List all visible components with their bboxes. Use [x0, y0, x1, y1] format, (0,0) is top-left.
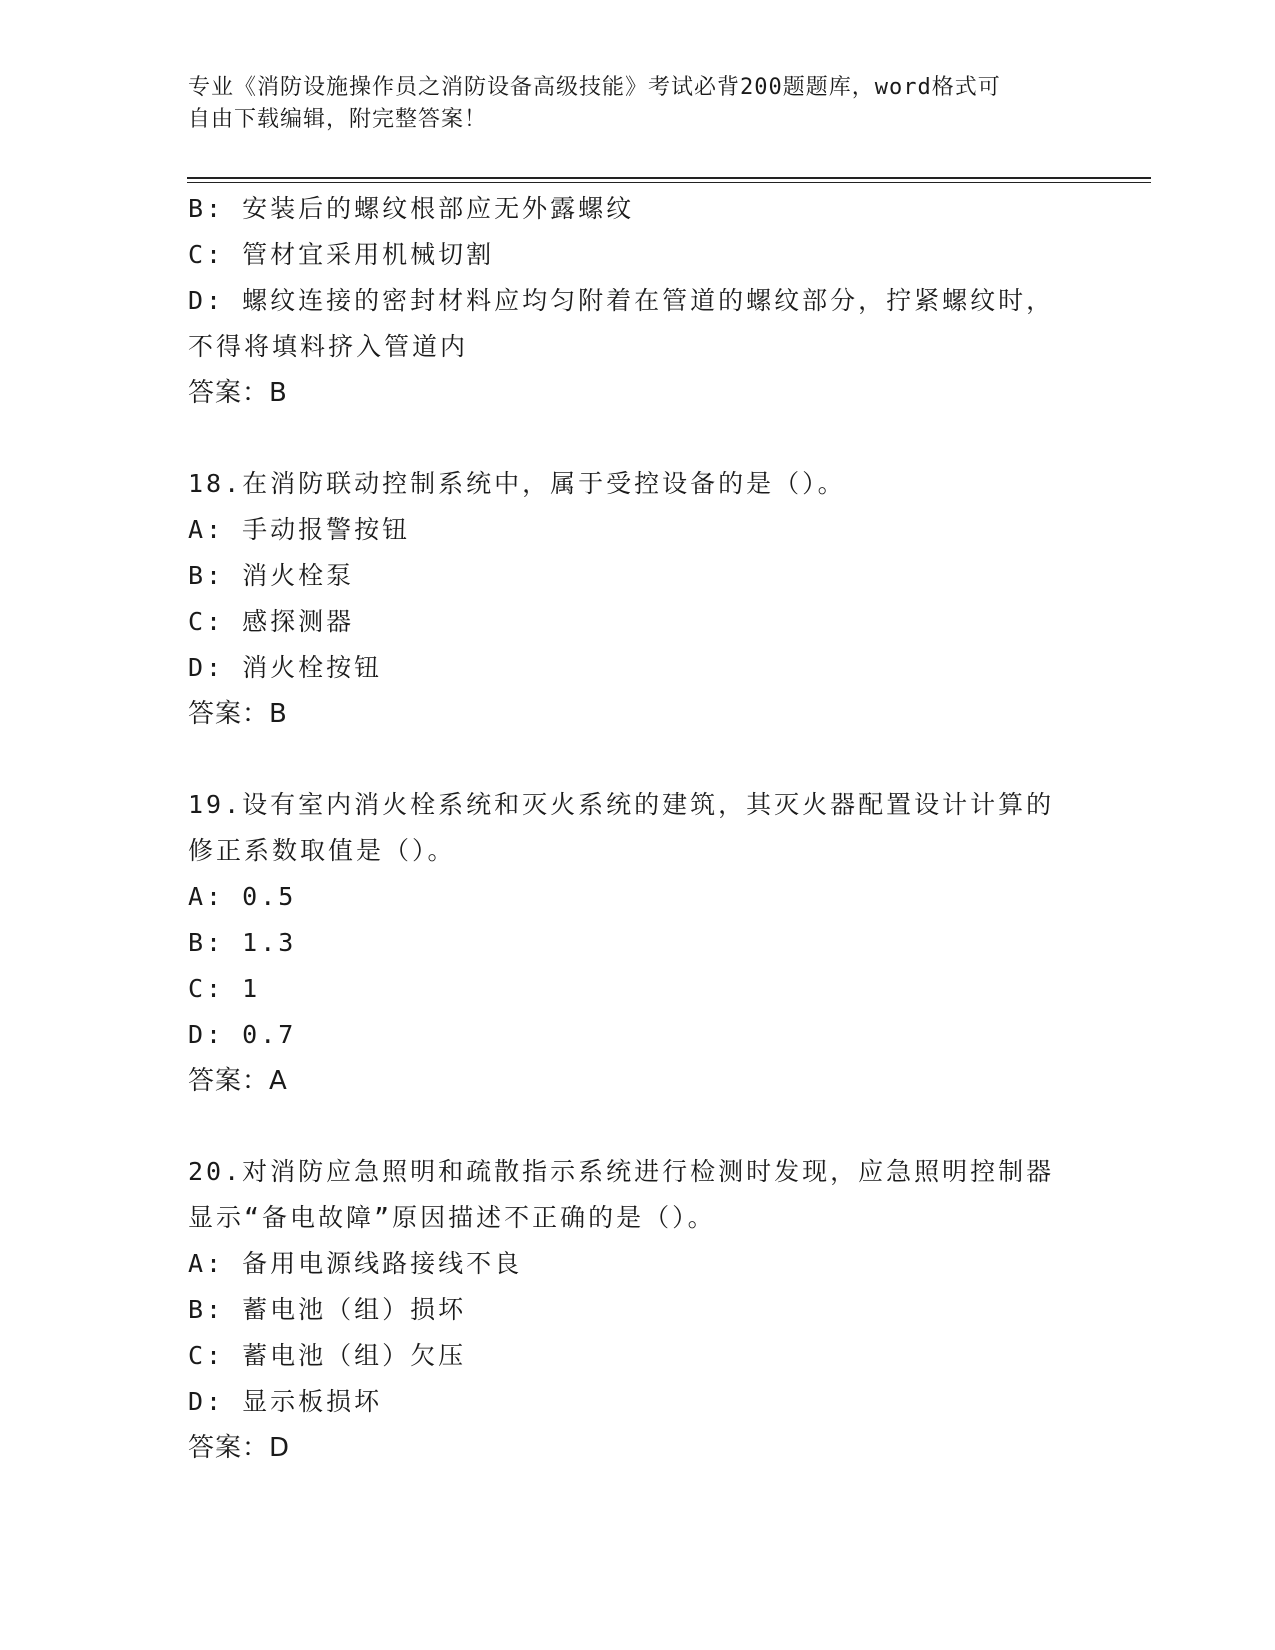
question-19 — [188, 782, 1088, 1104]
answer: 答案：B — [188, 699, 288, 729]
option-c: C: 蓄电池（组）欠压 — [188, 1341, 467, 1370]
question-stem-continued: 修正系数取值是（）。 — [188, 836, 456, 865]
question-stem: 18.在消防联动控制系统中，属于受控设备的是（）。 — [188, 469, 846, 498]
header-line-2: 自由下载编辑，附完整答案！ — [188, 107, 488, 132]
question-17-tail — [188, 186, 1088, 416]
option-c: C: 感探测器 — [188, 607, 355, 636]
header-divider-thick — [187, 177, 1151, 179]
option-d: D: 0.7 — [188, 1020, 297, 1049]
option-b: B: 1.3 — [188, 928, 297, 957]
question-stem: 20.对消防应急照明和疏散指示系统进行检测时发现，应急照明控制器 — [188, 1157, 1055, 1186]
option-a: A: 0.5 — [188, 882, 297, 911]
question-stem: 19.设有室内消火栓系统和灭火系统的建筑，其灭火器配置设计计算的 — [188, 790, 1055, 819]
document-header — [188, 72, 1088, 136]
question-stem-continued: 显示“备电故障”原因描述不正确的是（）。 — [188, 1203, 716, 1232]
header-divider-thin — [187, 182, 1151, 183]
question-20 — [188, 1149, 1088, 1471]
option-d-continued: 不得将填料挤入管道内 — [188, 332, 469, 361]
option-c: C: 1 — [188, 974, 261, 1003]
option-a: A: 备用电源线路接线不良 — [188, 1249, 523, 1278]
question-18 — [188, 461, 1088, 737]
option-a: A: 手动报警按钮 — [188, 515, 411, 544]
option-c: C: 管材宜采用机械切割 — [188, 240, 495, 269]
answer: 答案：A — [188, 1066, 288, 1096]
option-d: D: 显示板损坏 — [188, 1387, 383, 1416]
answer: 答案：D — [188, 1433, 291, 1463]
option-b: B: 安装后的螺纹根部应无外露螺纹 — [188, 194, 635, 223]
answer: 答案：B — [188, 378, 288, 408]
header-line-1: 专业《消防设施操作员之消防设备高级技能》考试必背200题题库，word格式可 — [188, 75, 1001, 100]
option-b: B: 消火栓泵 — [188, 561, 355, 590]
option-d: D: 消火栓按钮 — [188, 653, 383, 682]
option-b: B: 蓄电池（组）损坏 — [188, 1295, 467, 1324]
option-d: D: 螺纹连接的密封材料应均匀附着在管道的螺纹部分，拧紧螺纹时， — [188, 286, 1055, 315]
question-list — [188, 186, 1088, 1471]
